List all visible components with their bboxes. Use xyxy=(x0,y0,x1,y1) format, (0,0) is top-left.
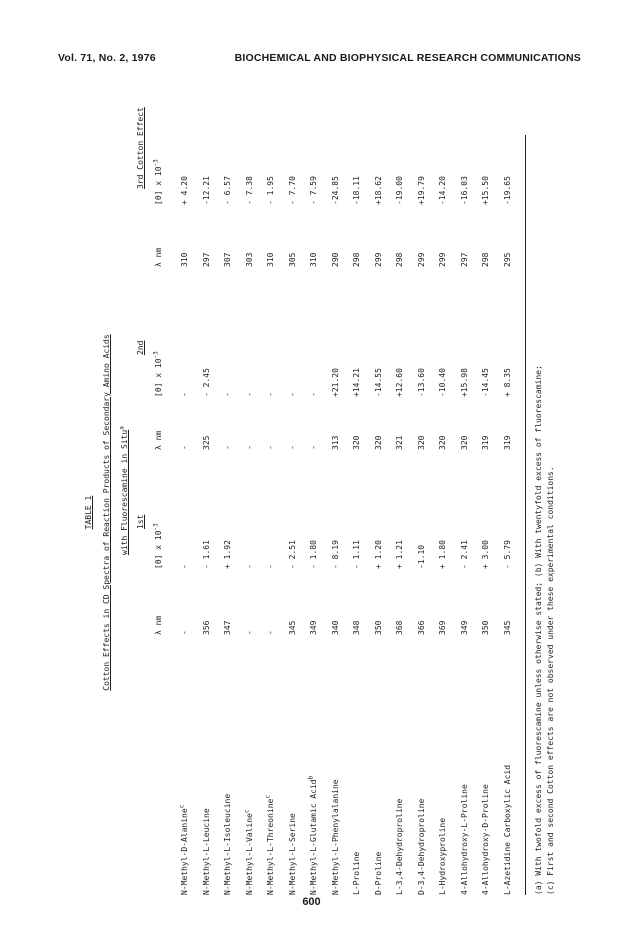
row-compound-name: L-Azetidine Carboxylic Acid xyxy=(502,764,512,895)
journal-volume: Vol. 71, No. 2, 1976 xyxy=(58,52,156,64)
row-value-l1: 347 xyxy=(223,620,232,635)
col-lambda-2: λ nm xyxy=(154,430,163,450)
row-value-t1: + 1.92 xyxy=(223,540,232,569)
row-value-l2: - xyxy=(287,445,297,450)
row-compound-name: L-3,4-Dehydroproline xyxy=(395,798,404,895)
row-value-t1: - 1.80 xyxy=(309,540,318,569)
row-value-t2: - 2.45 xyxy=(201,368,211,397)
row-value-t2: - xyxy=(309,392,318,397)
group-header-1st: 1st xyxy=(136,514,145,529)
row-value-t3: + 4.20 xyxy=(180,176,189,205)
row-value-t3: -16.03 xyxy=(459,176,469,205)
row-value-l1: 366 xyxy=(416,620,426,635)
row-value-t1: - 2.41 xyxy=(459,540,469,569)
row-value-t1: + 3.00 xyxy=(481,540,490,569)
row-value-l3: 310 xyxy=(266,252,275,267)
col-lambda-3: λ nm xyxy=(154,247,163,267)
row-value-l1: - xyxy=(266,630,275,635)
table-bottom-rule xyxy=(525,135,526,895)
row-value-t1: - 1.11 xyxy=(352,540,361,569)
row-value-t2: - xyxy=(244,392,254,397)
row-value-l1: 349 xyxy=(309,620,318,635)
row-value-l2: - xyxy=(180,445,189,450)
row-compound-name: N-Methyl-D-Alanine$^c$ xyxy=(178,804,189,895)
row-value-t1: - xyxy=(244,564,254,569)
row-value-t2: + 8.35 xyxy=(502,368,512,397)
row-value-t1: - xyxy=(266,564,275,569)
row-value-t3: - 6.57 xyxy=(223,176,232,205)
row-value-l1: 350 xyxy=(373,620,383,635)
group-header-3rd: 3rd Cotton Effect xyxy=(136,107,145,189)
row-value-l3: 310 xyxy=(180,252,189,267)
col-theta-2: [θ] x $10^{-3}$ xyxy=(152,351,163,397)
row-value-t1: - 1.61 xyxy=(201,540,211,569)
row-value-l3: 298 xyxy=(395,252,404,267)
row-value-t2: - xyxy=(223,392,232,397)
row-value-l3: 295 xyxy=(502,252,512,267)
footnote-2: (c) First and second Cotton effects are not observed under these experimental conditions. xyxy=(546,466,555,895)
row-value-t3: -12.21 xyxy=(201,176,211,205)
row-value-t3: -18.11 xyxy=(352,176,361,205)
row-value-l3: 307 xyxy=(223,252,232,267)
row-value-l2: 320 xyxy=(416,435,426,450)
row-value-l1: 350 xyxy=(481,620,490,635)
row-value-l3: 310 xyxy=(309,252,318,267)
row-value-t2: - xyxy=(180,392,189,397)
row-value-l2: 320 xyxy=(373,435,383,450)
row-value-l2: - xyxy=(223,445,232,450)
row-value-l3: 303 xyxy=(244,252,254,267)
row-compound-name: N-Methyl-L-Threonine$^c$ xyxy=(264,795,275,895)
row-compound-name: D-3,4-Dehydroproline xyxy=(416,798,426,895)
row-value-t2: - xyxy=(287,392,297,397)
row-value-t3: -19.65 xyxy=(502,176,512,205)
row-compound-name: N-Methyl-L-Leucine xyxy=(201,808,211,895)
page-number: 600 xyxy=(302,896,321,908)
row-value-t2: -13.60 xyxy=(416,368,426,397)
row-value-t3: - 7.38 xyxy=(244,176,254,205)
row-value-l1: 349 xyxy=(459,620,469,635)
table-caption: Cotton Effects in CD Spectra of Reaction Products of Secondary Amino Acids xyxy=(102,334,111,691)
row-compound-name: D-Proline xyxy=(373,851,383,895)
footnote-1: (a) With twofold excess of fluorescamine unless otherwise stated; (b) With twentyfold excess of fluorescamine; xyxy=(534,365,543,895)
row-value-t3: -14.20 xyxy=(438,176,447,205)
row-compound-name: N-Methyl-L-Phenylalanine xyxy=(330,779,340,895)
row-value-t1: -1.10 xyxy=(416,544,426,569)
row-value-l1: 356 xyxy=(201,620,211,635)
row-value-t3: - 7.59 xyxy=(309,176,318,205)
row-compound-name: N-Methyl-L-Glutamic Acid$^b$ xyxy=(307,775,318,895)
row-compound-name: N-Methyl-L-Serine xyxy=(287,813,297,895)
row-value-l2: - xyxy=(309,445,318,450)
row-value-l3: 299 xyxy=(416,252,426,267)
col-theta-3: [θ] x $10^{-3}$ xyxy=(152,159,163,205)
row-value-l1: 340 xyxy=(330,620,340,635)
col-lambda-1: λ nm xyxy=(154,615,163,635)
row-value-l1: 369 xyxy=(438,620,447,635)
row-compound-name: L-Hydroxyproline xyxy=(438,817,447,895)
row-value-l2: 321 xyxy=(395,435,404,450)
row-value-t3: -19.00 xyxy=(395,176,404,205)
row-value-l2: 320 xyxy=(459,435,469,450)
row-value-l2: 319 xyxy=(481,435,490,450)
row-value-t1: + 1.20 xyxy=(373,540,383,569)
row-value-l3: 290 xyxy=(330,252,340,267)
row-value-l3: 299 xyxy=(438,252,447,267)
row-value-l2: 320 xyxy=(352,435,361,450)
row-value-l1: 348 xyxy=(352,620,361,635)
row-value-t2: +15.98 xyxy=(459,368,469,397)
row-value-t3: +18.62 xyxy=(373,176,383,205)
row-value-l2: 319 xyxy=(502,435,512,450)
row-value-t2: +21.20 xyxy=(330,368,340,397)
row-value-l1: - xyxy=(244,630,254,635)
row-value-t2: -14.55 xyxy=(373,368,383,397)
row-compound-name: N-Methyl-L-Isoleucine xyxy=(223,793,232,895)
row-compound-name: 4-Allohydroxy-L-Proline xyxy=(459,784,469,895)
row-value-t2: -14.45 xyxy=(481,368,490,397)
row-value-l1: 345 xyxy=(287,620,297,635)
row-value-l3: 298 xyxy=(352,252,361,267)
row-value-l3: 299 xyxy=(373,252,383,267)
row-value-l2: - xyxy=(266,445,275,450)
row-value-t2: +14.21 xyxy=(352,368,361,397)
row-value-l1: 368 xyxy=(395,620,404,635)
row-value-t2: - xyxy=(266,392,275,397)
col-theta-1: [θ] x $10^{-3}$ xyxy=(152,523,163,569)
row-value-l3: 297 xyxy=(201,252,211,267)
journal-title: BIOCHEMICAL AND BIOPHYSICAL RESEARCH COMMUNICATIONS xyxy=(234,52,581,64)
row-value-l3: 297 xyxy=(459,252,469,267)
row-value-t1: + 1.80 xyxy=(438,540,447,569)
row-value-t1: - xyxy=(180,564,189,569)
row-compound-name: N-Methyl-L-Valine$^c$ xyxy=(242,809,254,895)
row-compound-name: 4-Allohydroxy-D-Proline xyxy=(481,784,490,895)
row-value-l2: 313 xyxy=(330,435,340,450)
row-value-t3: +19.79 xyxy=(416,176,426,205)
row-value-t2: -10.40 xyxy=(438,368,447,397)
row-value-t2: +12.60 xyxy=(395,368,404,397)
rotated-table xyxy=(84,107,562,895)
row-value-t1: - 8.19 xyxy=(330,540,340,569)
table-label: TABLE 1 xyxy=(84,495,93,530)
table-subcaption: with Fluorescamine in Situ$^a$ xyxy=(118,426,129,555)
row-value-l3: 305 xyxy=(287,252,297,267)
row-value-t3: - 1.95 xyxy=(266,176,275,205)
row-value-l3: 298 xyxy=(481,252,490,267)
row-value-t3: -24.85 xyxy=(330,176,340,205)
row-value-t1: - 5.79 xyxy=(502,540,512,569)
row-value-l2: 320 xyxy=(438,435,447,450)
row-value-t1: - 2.51 xyxy=(287,540,297,569)
row-value-l2: - xyxy=(244,445,254,450)
row-value-l1: - xyxy=(180,630,189,635)
row-value-t3: +15.50 xyxy=(481,176,490,205)
row-compound-name: L-Proline xyxy=(352,851,361,895)
row-value-l2: 325 xyxy=(201,435,211,450)
group-header-2nd: 2nd xyxy=(136,340,145,355)
row-value-l1: 345 xyxy=(502,620,512,635)
row-value-t1: + 1.21 xyxy=(395,540,404,569)
row-value-t3: - 7.70 xyxy=(287,176,297,205)
